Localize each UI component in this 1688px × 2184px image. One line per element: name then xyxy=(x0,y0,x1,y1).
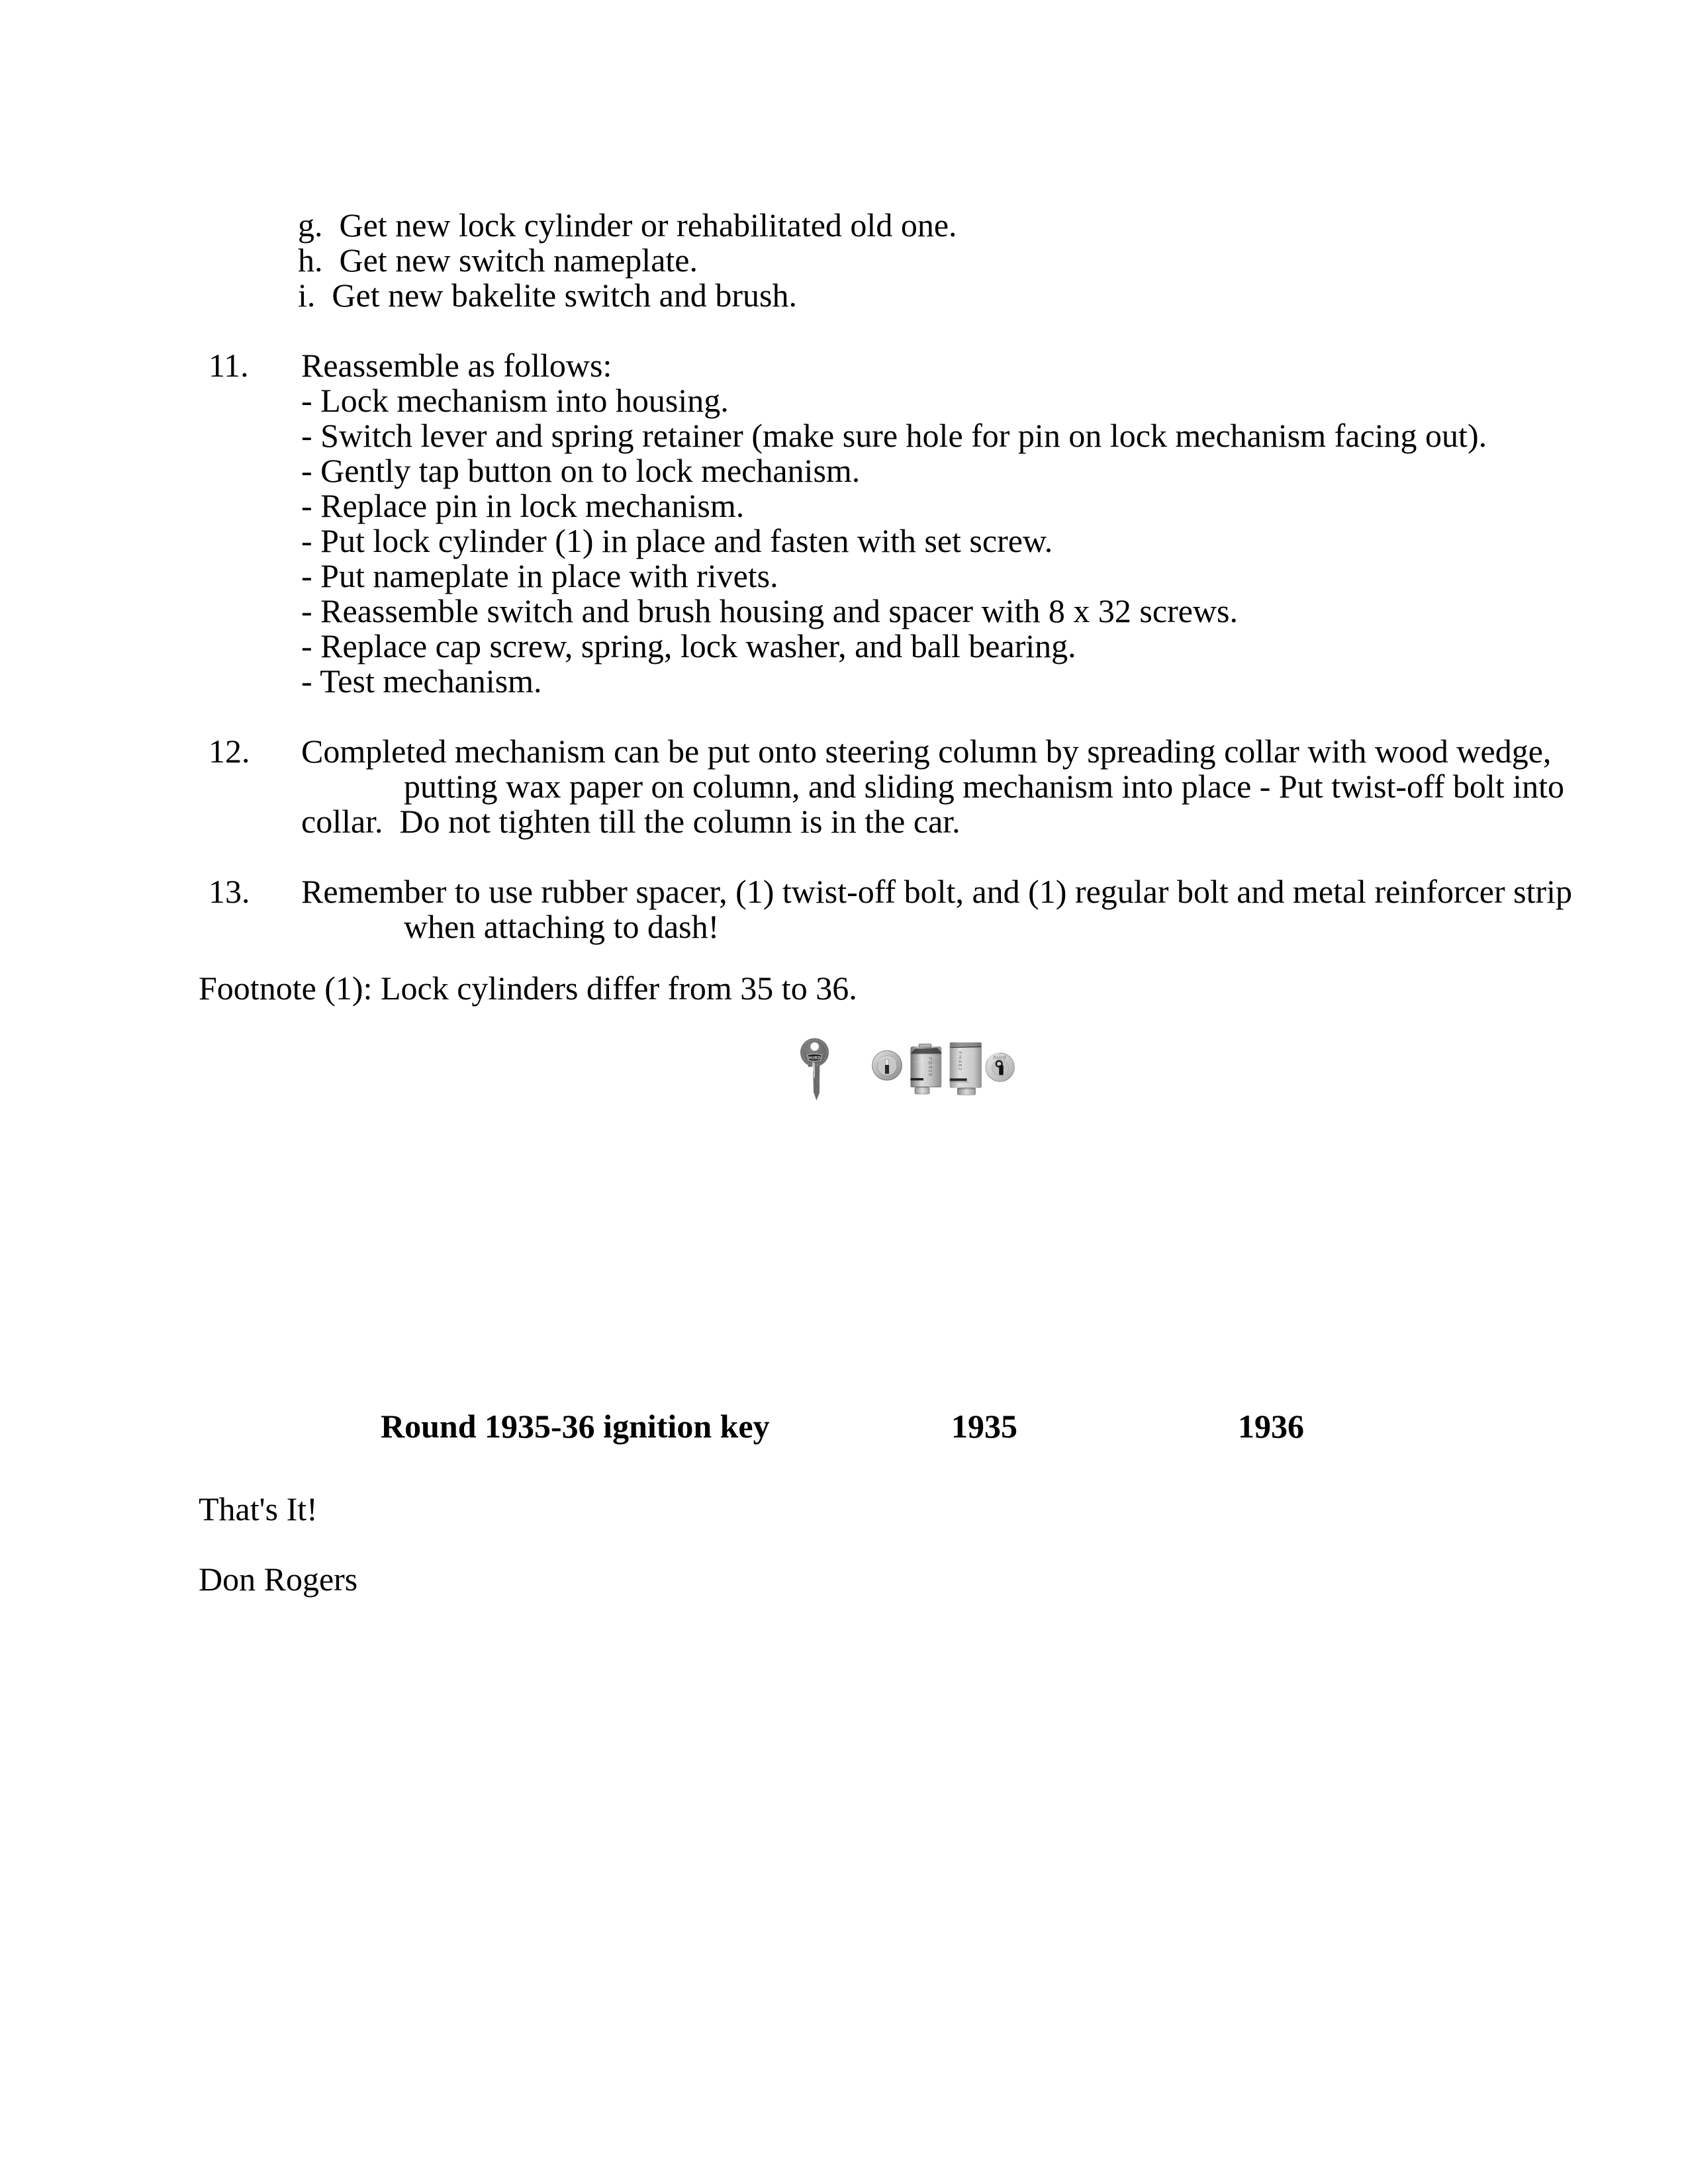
bullet-line: - Put lock cylinder (1) in place and fasten with set screw. xyxy=(301,522,1053,559)
item-11-heading: Reassemble as follows: xyxy=(301,347,612,384)
item-13-line: when attaching to dash! xyxy=(404,908,720,945)
lock-cylinder-1936 xyxy=(950,1042,982,1088)
key-blade-highlight xyxy=(814,1063,815,1078)
bullet-line: - Reassemble switch and brush housing and spacer with 8 x 32 screws. xyxy=(301,592,1238,629)
keyway-1935-bright xyxy=(886,1059,888,1066)
caption-key: Round 1935-36 ignition key xyxy=(381,1408,770,1445)
bullet-line: - Test mechanism. xyxy=(301,662,542,700)
item-11-body xyxy=(301,348,1487,699)
lock-1935-photo xyxy=(872,1044,941,1094)
lock-face-1936-logo: hurd xyxy=(993,1054,1006,1061)
cylinder-1936-stub-shade xyxy=(957,1088,975,1089)
cylinder-1935-stamp: FD515 xyxy=(927,1057,932,1077)
cylinder-1936-side-slot xyxy=(950,1078,967,1081)
lock-1936-photo xyxy=(950,1042,1015,1095)
item-12-line: Completed mechanism can be put onto steering column by spreading collar with wood wedge, xyxy=(301,733,1552,770)
keyhole-1936-tail xyxy=(999,1066,1003,1075)
bullet-line: - Gently tap button on to lock mechanism. xyxy=(301,452,861,489)
item-12-number: 12. xyxy=(209,733,250,770)
list-item-h: h. Get new switch nameplate. xyxy=(298,242,698,279)
item-13-number: 13. xyxy=(209,873,250,910)
cylinder-1936-stamp: FH482 xyxy=(957,1051,962,1071)
bullet-line: - Put nameplate in place with rivets. xyxy=(301,557,778,594)
bullet-line: - Replace cap screw, spring, lock washer, and ball bearing. xyxy=(301,627,1076,664)
item-12-line: collar. Do not tighten till the column is in the car. xyxy=(301,803,961,840)
cylinder-1935-stub xyxy=(915,1087,929,1094)
item-13-body xyxy=(301,874,1572,944)
caption-1936: 1936 xyxy=(1238,1408,1304,1445)
bullet-line: - Replace pin in lock mechanism. xyxy=(301,487,745,524)
item-12-body xyxy=(301,734,1564,839)
keyway-1935-dark xyxy=(885,1065,889,1073)
signature-text: Don Rogers xyxy=(199,1561,358,1598)
caption-1935: 1935 xyxy=(951,1408,1017,1445)
key-bow-hole xyxy=(810,1042,819,1051)
item-12-line: putting wax paper on column, and sliding mechanism into place - Put twist-off bolt into xyxy=(404,768,1564,805)
closing-text: That's It! xyxy=(199,1490,318,1527)
key-photo xyxy=(800,1038,829,1101)
footnote: Footnote (1): Lock cylinders differ from 35 to 36. xyxy=(199,970,857,1007)
list-ghi xyxy=(298,208,957,313)
cylinder-1935-top-nub xyxy=(919,1044,931,1048)
item-11-number: 11. xyxy=(209,347,249,384)
cylinder-1936-cap-band xyxy=(950,1042,981,1046)
key-brand-stamp: HURD xyxy=(808,1056,821,1061)
cylinder-1935-cap-band xyxy=(910,1048,941,1054)
item-13-line: Remember to use rubber spacer, (1) twist-off bolt, and (1) regular bolt and metal reinforcer strip xyxy=(301,873,1573,910)
bullet-line: - Switch lever and spring retainer (make sure hole for pin on lock mechanism facing out). xyxy=(301,417,1487,454)
bullet-line: - Lock mechanism into housing. xyxy=(301,382,729,419)
list-item-i: i. Get new bakelite switch and brush. xyxy=(298,277,797,314)
figure-photos xyxy=(463,1032,1456,1343)
cylinder-1935-side-slot xyxy=(910,1078,923,1080)
list-item-g: g. Get new lock cylinder or rehabilitated old one. xyxy=(298,206,957,244)
